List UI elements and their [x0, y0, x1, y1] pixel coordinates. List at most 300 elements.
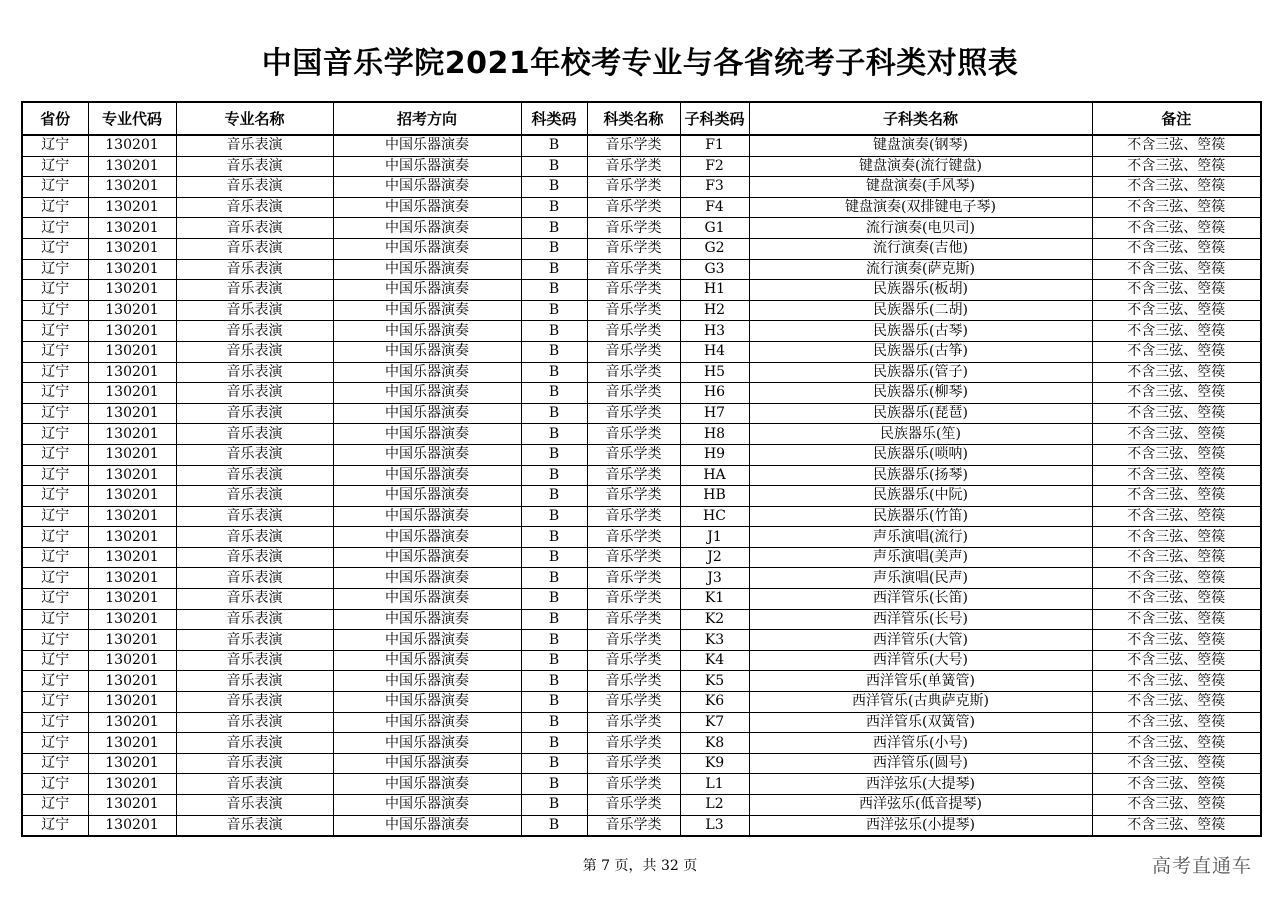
cell-major-name: 音乐表演	[176, 568, 333, 589]
header-category-code: 科类码	[521, 102, 587, 135]
cell-major-code: 130201	[88, 465, 176, 486]
cell-category-name: 音乐学类	[587, 444, 680, 465]
cell-remarks: 不含三弦、箜篌	[1092, 321, 1261, 342]
cell-province: 辽宁	[22, 465, 88, 486]
table-row	[22, 486, 1261, 507]
cell-category-name: 音乐学类	[587, 424, 680, 445]
table-row	[22, 671, 1261, 692]
cell-remarks: 不含三弦、箜篌	[1092, 280, 1261, 301]
cell-subcategory-code: G1	[680, 218, 749, 239]
cell-subcategory-name: 流行演奏(电贝司)	[749, 218, 1092, 239]
cell-subcategory-code: HB	[680, 486, 749, 507]
table-row	[22, 321, 1261, 342]
cell-direction: 中国乐器演奏	[333, 135, 521, 156]
cell-subcategory-code: H5	[680, 362, 749, 383]
cell-category-code: B	[521, 486, 587, 507]
cell-remarks: 不含三弦、箜篌	[1092, 238, 1261, 259]
cell-remarks: 不含三弦、箜篌	[1092, 403, 1261, 424]
header-direction: 招考方向	[333, 102, 521, 135]
cell-category-code: B	[521, 568, 587, 589]
cell-remarks: 不含三弦、箜篌	[1092, 197, 1261, 218]
cell-category-code: B	[521, 197, 587, 218]
header-province: 省份	[22, 102, 88, 135]
table-row	[22, 300, 1261, 321]
cell-major-name: 音乐表演	[176, 424, 333, 445]
cell-subcategory-code: H1	[680, 280, 749, 301]
table-row	[22, 795, 1261, 816]
cell-remarks: 不含三弦、箜篌	[1092, 650, 1261, 671]
cell-category-name: 音乐学类	[587, 177, 680, 198]
cell-subcategory-code: G2	[680, 238, 749, 259]
cell-province: 辽宁	[22, 218, 88, 239]
cell-direction: 中国乐器演奏	[333, 795, 521, 816]
cell-subcategory-code: H2	[680, 300, 749, 321]
cell-subcategory-code: H9	[680, 444, 749, 465]
cell-category-name: 音乐学类	[587, 403, 680, 424]
cell-remarks: 不含三弦、箜篌	[1092, 527, 1261, 548]
cell-category-name: 音乐学类	[587, 671, 680, 692]
cell-subcategory-name: 西洋弦乐(大提琴)	[749, 774, 1092, 795]
cell-category-name: 音乐学类	[587, 383, 680, 404]
cell-category-code: B	[521, 177, 587, 198]
cell-major-code: 130201	[88, 218, 176, 239]
table-row	[22, 630, 1261, 651]
table-row	[22, 589, 1261, 610]
cell-category-code: B	[521, 444, 587, 465]
cell-direction: 中国乐器演奏	[333, 218, 521, 239]
cell-direction: 中国乐器演奏	[333, 712, 521, 733]
cell-subcategory-code: F1	[680, 135, 749, 156]
cell-major-code: 130201	[88, 300, 176, 321]
cell-major-name: 音乐表演	[176, 321, 333, 342]
cell-major-name: 音乐表演	[176, 506, 333, 527]
cell-major-name: 音乐表演	[176, 609, 333, 630]
cell-subcategory-code: K5	[680, 671, 749, 692]
cell-subcategory-name: 西洋管乐(单簧管)	[749, 671, 1092, 692]
table-row	[22, 424, 1261, 445]
cell-province: 辽宁	[22, 486, 88, 507]
cell-direction: 中国乐器演奏	[333, 238, 521, 259]
cell-major-code: 130201	[88, 280, 176, 301]
cell-category-code: B	[521, 300, 587, 321]
cell-province: 辽宁	[22, 815, 88, 836]
cell-category-code: B	[521, 280, 587, 301]
cell-category-name: 音乐学类	[587, 362, 680, 383]
cell-direction: 中国乐器演奏	[333, 671, 521, 692]
cell-major-code: 130201	[88, 712, 176, 733]
cell-subcategory-code: K8	[680, 733, 749, 754]
cell-major-code: 130201	[88, 630, 176, 651]
cell-subcategory-name: 西洋管乐(古典萨克斯)	[749, 692, 1092, 713]
cell-direction: 中国乐器演奏	[333, 444, 521, 465]
table-row	[22, 815, 1261, 836]
cell-subcategory-code: L3	[680, 815, 749, 836]
cell-subcategory-name: 流行演奏(吉他)	[749, 238, 1092, 259]
cell-category-code: B	[521, 815, 587, 836]
cell-subcategory-name: 民族器乐(笙)	[749, 424, 1092, 445]
cell-category-name: 音乐学类	[587, 259, 680, 280]
cell-remarks: 不含三弦、箜篌	[1092, 753, 1261, 774]
header-major-code: 专业代码	[88, 102, 176, 135]
cell-subcategory-name: 西洋弦乐(小提琴)	[749, 815, 1092, 836]
cell-major-name: 音乐表演	[176, 403, 333, 424]
table-row	[22, 341, 1261, 362]
cell-direction: 中国乐器演奏	[333, 815, 521, 836]
cell-category-name: 音乐学类	[587, 753, 680, 774]
cell-subcategory-name: 键盘演奏(双排键电子琴)	[749, 197, 1092, 218]
cell-remarks: 不含三弦、箜篌	[1092, 609, 1261, 630]
cell-province: 辽宁	[22, 733, 88, 754]
cell-subcategory-code: G3	[680, 259, 749, 280]
cell-category-name: 音乐学类	[587, 774, 680, 795]
cell-major-code: 130201	[88, 135, 176, 156]
cell-direction: 中国乐器演奏	[333, 753, 521, 774]
cell-direction: 中国乐器演奏	[333, 650, 521, 671]
cell-subcategory-name: 民族器乐(唢呐)	[749, 444, 1092, 465]
cell-category-code: B	[521, 218, 587, 239]
cell-category-code: B	[521, 424, 587, 445]
cell-major-name: 音乐表演	[176, 300, 333, 321]
cell-major-code: 130201	[88, 609, 176, 630]
cell-category-code: B	[521, 733, 587, 754]
cell-major-name: 音乐表演	[176, 753, 333, 774]
cell-direction: 中国乐器演奏	[333, 547, 521, 568]
cell-category-code: B	[521, 671, 587, 692]
cell-major-code: 130201	[88, 424, 176, 445]
cell-direction: 中国乐器演奏	[333, 486, 521, 507]
cell-subcategory-name: 声乐演唱(民声)	[749, 568, 1092, 589]
cell-subcategory-code: K2	[680, 609, 749, 630]
cell-province: 辽宁	[22, 177, 88, 198]
table-row	[22, 733, 1261, 754]
cell-remarks: 不含三弦、箜篌	[1092, 692, 1261, 713]
cell-subcategory-code: J1	[680, 527, 749, 548]
cell-major-code: 130201	[88, 259, 176, 280]
cell-major-code: 130201	[88, 527, 176, 548]
cell-subcategory-code: HC	[680, 506, 749, 527]
cell-category-code: B	[521, 465, 587, 486]
table-row	[22, 527, 1261, 548]
cell-province: 辽宁	[22, 547, 88, 568]
cell-category-name: 音乐学类	[587, 527, 680, 548]
cell-major-name: 音乐表演	[176, 341, 333, 362]
table-row	[22, 506, 1261, 527]
cell-major-code: 130201	[88, 650, 176, 671]
cell-province: 辽宁	[22, 589, 88, 610]
cell-direction: 中国乐器演奏	[333, 692, 521, 713]
cell-category-code: B	[521, 506, 587, 527]
page-number: 第 7 页，共 32 页	[582, 858, 698, 874]
cell-category-code: B	[521, 321, 587, 342]
cell-major-name: 音乐表演	[176, 712, 333, 733]
cell-subcategory-code: H6	[680, 383, 749, 404]
cell-major-name: 音乐表演	[176, 774, 333, 795]
cell-major-code: 130201	[88, 753, 176, 774]
cell-direction: 中国乐器演奏	[333, 630, 521, 651]
header-subcategory-name: 子科类名称	[749, 102, 1092, 135]
cell-category-name: 音乐学类	[587, 547, 680, 568]
cell-subcategory-code: H3	[680, 321, 749, 342]
cell-province: 辽宁	[22, 506, 88, 527]
cell-province: 辽宁	[22, 362, 88, 383]
table-row	[22, 177, 1261, 198]
cell-subcategory-name: 民族器乐(二胡)	[749, 300, 1092, 321]
cell-remarks: 不含三弦、箜篌	[1092, 156, 1261, 177]
cell-remarks: 不含三弦、箜篌	[1092, 135, 1261, 156]
cell-remarks: 不含三弦、箜篌	[1092, 733, 1261, 754]
cell-remarks: 不含三弦、箜篌	[1092, 218, 1261, 239]
cell-subcategory-code: F4	[680, 197, 749, 218]
cell-category-code: B	[521, 527, 587, 548]
table-row	[22, 609, 1261, 630]
cell-major-name: 音乐表演	[176, 547, 333, 568]
cell-province: 辽宁	[22, 135, 88, 156]
cell-remarks: 不含三弦、箜篌	[1092, 444, 1261, 465]
cell-subcategory-code: HA	[680, 465, 749, 486]
cell-remarks: 不含三弦、箜篌	[1092, 815, 1261, 836]
cell-direction: 中国乐器演奏	[333, 609, 521, 630]
cell-subcategory-code: L1	[680, 774, 749, 795]
cell-subcategory-name: 民族器乐(竹笛)	[749, 506, 1092, 527]
cell-subcategory-name: 民族器乐(琵琶)	[749, 403, 1092, 424]
table-row	[22, 197, 1261, 218]
cell-remarks: 不含三弦、箜篌	[1092, 486, 1261, 507]
cell-subcategory-code: K9	[680, 753, 749, 774]
cell-category-name: 音乐学类	[587, 321, 680, 342]
cell-major-name: 音乐表演	[176, 692, 333, 713]
cell-subcategory-code: L2	[680, 795, 749, 816]
subject-mapping-table	[21, 101, 1262, 837]
table-header-row	[22, 102, 1261, 135]
cell-subcategory-name: 民族器乐(扬琴)	[749, 465, 1092, 486]
cell-subcategory-name: 键盘演奏(流行键盘)	[749, 156, 1092, 177]
cell-province: 辽宁	[22, 341, 88, 362]
cell-category-name: 音乐学类	[587, 135, 680, 156]
cell-major-name: 音乐表演	[176, 815, 333, 836]
cell-major-name: 音乐表演	[176, 135, 333, 156]
cell-subcategory-name: 键盘演奏(手风琴)	[749, 177, 1092, 198]
cell-subcategory-code: K1	[680, 589, 749, 610]
cell-subcategory-name: 民族器乐(中阮)	[749, 486, 1092, 507]
cell-province: 辽宁	[22, 424, 88, 445]
cell-category-name: 音乐学类	[587, 465, 680, 486]
table-row	[22, 547, 1261, 568]
cell-major-code: 130201	[88, 156, 176, 177]
cell-major-name: 音乐表演	[176, 527, 333, 548]
cell-subcategory-code: K3	[680, 630, 749, 651]
cell-category-code: B	[521, 712, 587, 733]
cell-major-name: 音乐表演	[176, 671, 333, 692]
cell-subcategory-name: 声乐演唱(流行)	[749, 527, 1092, 548]
cell-direction: 中国乐器演奏	[333, 527, 521, 548]
table-row	[22, 135, 1261, 156]
cell-direction: 中国乐器演奏	[333, 568, 521, 589]
cell-remarks: 不含三弦、箜篌	[1092, 341, 1261, 362]
cell-subcategory-name: 西洋管乐(小号)	[749, 733, 1092, 754]
cell-category-name: 音乐学类	[587, 300, 680, 321]
cell-subcategory-name: 流行演奏(萨克斯)	[749, 259, 1092, 280]
cell-subcategory-code: H8	[680, 424, 749, 445]
cell-province: 辽宁	[22, 795, 88, 816]
cell-major-code: 130201	[88, 444, 176, 465]
cell-category-name: 音乐学类	[587, 156, 680, 177]
cell-remarks: 不含三弦、箜篌	[1092, 506, 1261, 527]
cell-category-code: B	[521, 341, 587, 362]
watermark-text: 高考直通车	[1151, 855, 1252, 877]
cell-category-code: B	[521, 362, 587, 383]
cell-direction: 中国乐器演奏	[333, 506, 521, 527]
cell-major-name: 音乐表演	[176, 177, 333, 198]
cell-category-code: B	[521, 795, 587, 816]
cell-major-code: 130201	[88, 486, 176, 507]
cell-subcategory-name: 民族器乐(古筝)	[749, 341, 1092, 362]
cell-direction: 中国乐器演奏	[333, 300, 521, 321]
cell-direction: 中国乐器演奏	[333, 321, 521, 342]
cell-direction: 中国乐器演奏	[333, 383, 521, 404]
cell-province: 辽宁	[22, 753, 88, 774]
cell-remarks: 不含三弦、箜篌	[1092, 671, 1261, 692]
cell-major-name: 音乐表演	[176, 218, 333, 239]
cell-major-name: 音乐表演	[176, 280, 333, 301]
header-subcategory-code: 子科类码	[680, 102, 749, 135]
cell-remarks: 不含三弦、箜篌	[1092, 300, 1261, 321]
cell-province: 辽宁	[22, 403, 88, 424]
cell-major-name: 音乐表演	[176, 589, 333, 610]
cell-major-name: 音乐表演	[176, 486, 333, 507]
table-row	[22, 238, 1261, 259]
cell-category-name: 音乐学类	[587, 341, 680, 362]
table-row	[22, 280, 1261, 301]
cell-category-code: B	[521, 630, 587, 651]
cell-subcategory-name: 西洋管乐(长号)	[749, 609, 1092, 630]
cell-major-name: 音乐表演	[176, 362, 333, 383]
cell-province: 辽宁	[22, 259, 88, 280]
cell-category-name: 音乐学类	[587, 197, 680, 218]
cell-category-name: 音乐学类	[587, 733, 680, 754]
cell-remarks: 不含三弦、箜篌	[1092, 795, 1261, 816]
cell-major-code: 130201	[88, 733, 176, 754]
cell-category-code: B	[521, 753, 587, 774]
cell-category-name: 音乐学类	[587, 815, 680, 836]
cell-category-name: 音乐学类	[587, 589, 680, 610]
cell-subcategory-code: K6	[680, 692, 749, 713]
cell-subcategory-name: 西洋管乐(圆号)	[749, 753, 1092, 774]
cell-subcategory-name: 民族器乐(管子)	[749, 362, 1092, 383]
cell-direction: 中国乐器演奏	[333, 362, 521, 383]
cell-subcategory-name: 西洋弦乐(低音提琴)	[749, 795, 1092, 816]
cell-remarks: 不含三弦、箜篌	[1092, 568, 1261, 589]
cell-category-name: 音乐学类	[587, 712, 680, 733]
cell-remarks: 不含三弦、箜篌	[1092, 774, 1261, 795]
cell-direction: 中国乐器演奏	[333, 341, 521, 362]
cell-category-name: 音乐学类	[587, 630, 680, 651]
cell-remarks: 不含三弦、箜篌	[1092, 259, 1261, 280]
cell-subcategory-code: H7	[680, 403, 749, 424]
cell-category-name: 音乐学类	[587, 218, 680, 239]
table-row	[22, 774, 1261, 795]
table-row	[22, 650, 1261, 671]
cell-direction: 中国乐器演奏	[333, 589, 521, 610]
cell-category-name: 音乐学类	[587, 280, 680, 301]
cell-major-code: 130201	[88, 341, 176, 362]
cell-subcategory-name: 民族器乐(古琴)	[749, 321, 1092, 342]
cell-direction: 中国乐器演奏	[333, 280, 521, 301]
cell-subcategory-name: 西洋管乐(长笛)	[749, 589, 1092, 610]
cell-category-code: B	[521, 403, 587, 424]
cell-province: 辽宁	[22, 280, 88, 301]
cell-major-name: 音乐表演	[176, 650, 333, 671]
cell-category-code: B	[521, 156, 587, 177]
cell-remarks: 不含三弦、箜篌	[1092, 362, 1261, 383]
cell-category-name: 音乐学类	[587, 650, 680, 671]
cell-direction: 中国乐器演奏	[333, 403, 521, 424]
cell-category-code: B	[521, 259, 587, 280]
cell-province: 辽宁	[22, 156, 88, 177]
header-category-name: 科类名称	[587, 102, 680, 135]
header-remarks: 备注	[1092, 102, 1261, 135]
table-row	[22, 568, 1261, 589]
cell-direction: 中国乐器演奏	[333, 177, 521, 198]
cell-direction: 中国乐器演奏	[333, 424, 521, 445]
cell-major-name: 音乐表演	[176, 156, 333, 177]
cell-category-code: B	[521, 238, 587, 259]
cell-major-code: 130201	[88, 321, 176, 342]
cell-category-name: 音乐学类	[587, 568, 680, 589]
cell-major-name: 音乐表演	[176, 197, 333, 218]
cell-category-code: B	[521, 135, 587, 156]
cell-major-name: 音乐表演	[176, 444, 333, 465]
cell-subcategory-name: 民族器乐(板胡)	[749, 280, 1092, 301]
table-row	[22, 403, 1261, 424]
cell-major-name: 音乐表演	[176, 733, 333, 754]
cell-subcategory-name: 西洋管乐(双簧管)	[749, 712, 1092, 733]
cell-province: 辽宁	[22, 300, 88, 321]
cell-major-code: 130201	[88, 774, 176, 795]
cell-province: 辽宁	[22, 527, 88, 548]
cell-major-code: 130201	[88, 238, 176, 259]
cell-category-name: 音乐学类	[587, 795, 680, 816]
cell-province: 辽宁	[22, 321, 88, 342]
cell-major-name: 音乐表演	[176, 259, 333, 280]
cell-category-name: 音乐学类	[587, 692, 680, 713]
cell-category-code: B	[521, 650, 587, 671]
cell-direction: 中国乐器演奏	[333, 197, 521, 218]
cell-province: 辽宁	[22, 712, 88, 733]
cell-major-name: 音乐表演	[176, 238, 333, 259]
cell-category-code: B	[521, 547, 587, 568]
table-row	[22, 444, 1261, 465]
cell-category-name: 音乐学类	[587, 506, 680, 527]
cell-direction: 中国乐器演奏	[333, 774, 521, 795]
cell-subcategory-code: F3	[680, 177, 749, 198]
table-row	[22, 753, 1261, 774]
cell-major-name: 音乐表演	[176, 630, 333, 651]
cell-major-code: 130201	[88, 506, 176, 527]
cell-remarks: 不含三弦、箜篌	[1092, 465, 1261, 486]
cell-remarks: 不含三弦、箜篌	[1092, 547, 1261, 568]
cell-remarks: 不含三弦、箜篌	[1092, 630, 1261, 651]
table-row	[22, 362, 1261, 383]
table-row	[22, 218, 1261, 239]
cell-direction: 中国乐器演奏	[333, 156, 521, 177]
cell-direction: 中国乐器演奏	[333, 733, 521, 754]
cell-subcategory-code: F2	[680, 156, 749, 177]
cell-category-name: 音乐学类	[587, 609, 680, 630]
cell-remarks: 不含三弦、箜篌	[1092, 589, 1261, 610]
cell-province: 辽宁	[22, 197, 88, 218]
cell-major-code: 130201	[88, 177, 176, 198]
cell-province: 辽宁	[22, 692, 88, 713]
